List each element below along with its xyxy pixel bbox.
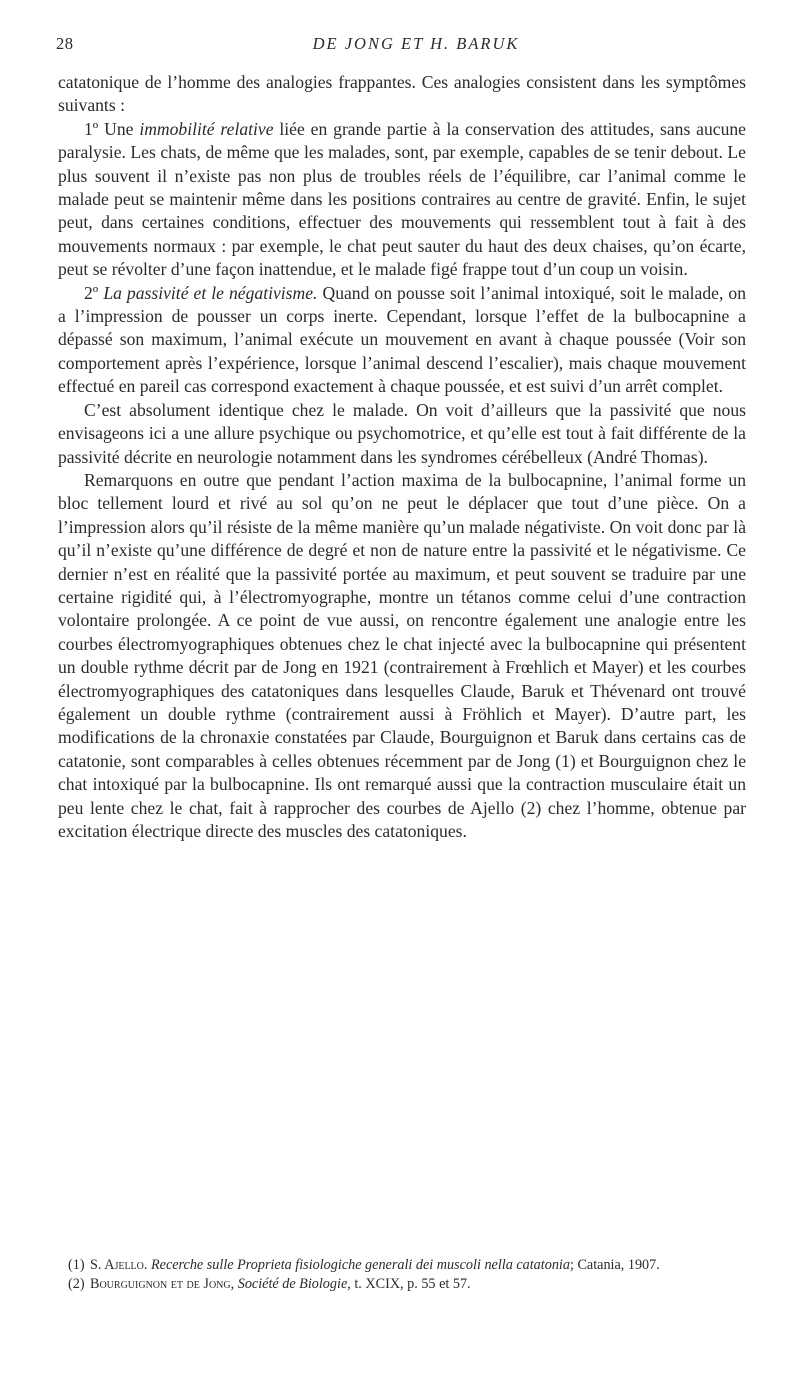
- page-header: [56, 34, 746, 58]
- list-number-2: 2º: [84, 282, 99, 303]
- footnote-author: S. Ajello.: [90, 1257, 148, 1273]
- paragraph-3: [58, 282, 746, 399]
- term-immobilite: immobilité relative: [139, 118, 274, 139]
- footnote-1: [58, 1256, 746, 1275]
- paragraph-2: [58, 118, 746, 282]
- footnote-title: Société de Biologie,: [237, 1276, 351, 1292]
- paragraph-2-text: liée en grande partie à la conservation des attitudes, sans aucune paralysie. Les chats, de même que les malades, sont, par exemple, capables de se tenir debout. Le plus souvent il n’existe pas non plus de troubles réels de l’équilibre, car l’animal comme le malade peut se maintenir même dans les positions contraires au centre de gravité. Enfin, le sujet peut, dans certaines conditions, effectuer des mouvements qui ressemblent tout à fait à des mouvements normaux : par exemple, le chat peut sauter du haut des deux chaises, qu’on écarte, peut se révolter d’une façon inattendue, et le malade figé frappe tout d’un coup un voisin.: [58, 118, 746, 280]
- paragraph-4: C’est absolument identique chez le malade. On voit d’ailleurs que la passivité que nous envisageons ici a une allure psychique ou psychomotrice, et qu’elle est tout à fait différente de la passivité décrite en neurologie notamment dans les syndromes cérébelleux (André Thomas).: [58, 399, 746, 467]
- term-passivite: La passivité et le négativisme.: [103, 282, 318, 303]
- footnote-marker: (2): [68, 1276, 85, 1292]
- paragraph-5: Remarquons en outre que pendant l’action maxima de la bulbocapnine, l’animal forme un bloc tellement lourd et rivé au sol qu’on ne peut le déplacer que tout d’une pièce. On a l’impression alors qu’il résiste de la même manière qu’un malade négativiste. On voit donc par là qu’il n’existe qu’une différence de degré et non de nature entre la passivité et le négativisme. Ce dernier n’est en réalité que la passivité portée au maximum, et peut souvent se traduire par une certaine rigidité qui, à l’électromyographe, montre un tétanos comme celui d’une contraction volontaire prolongée. A ce point de vue aussi, on rencontre également une analogie entre les courbes électromyographiques obtenues chez le chat injecté avec la bulbocapnine qui présentent un double rythme décrit par de Jong en 1921 (contrairement à Frœhlich et Mayer) et les courbes électromyographiques des catatoniques dans lesquelles Claude, Baruk et Thévenard ont trouvé également un double rythme (contrairement aussi à Fröhlich et Mayer). D’autre part, les modifications de la chronaxie constatées par Claude, Bourguignon et Baruk dans certains cas de catatonie, sont comparables à celles obtenues récemment par de Jong (1) et Bourguignon chez le chat intoxiqué par la bulbocapnine. Ils ont remarqué aussi que la contraction musculaire était un peu lente chez le chat, fait à rapprocher des courbes de Ajello (2) chez l’homme, obtenue par excitation électrique directe des muscles des catatoniques.: [58, 469, 746, 841]
- footnote-2: [58, 1275, 746, 1294]
- list-number-1: 1º Une: [84, 118, 134, 139]
- footnote-rest: ; Catania, 1907.: [569, 1257, 660, 1273]
- paragraph-3-text: Quand on pousse soit l’animal intoxiqué, soit le malade, on a l’impression de pousser un corps inerte. Cependant, lorsque l’effet de la bulbocapnine a dépassé son maximum, l’animal exécute un mouvement en avant à chaque poussée (Voir son comportement après l’expérience, lorsque l’animal descend l’escalier), mais chaque mouvement effectué en pareil cas correspond exactement à chaque poussée, et est suivi d’un arrêt complet.: [58, 282, 746, 397]
- footnote-marker: (1): [68, 1257, 85, 1273]
- footnote-title: Recerche sulle Proprieta fisiologiche generali dei muscoli nella catatonia: [150, 1257, 570, 1273]
- paragraph-1: catatonique de l’homme des analogies frappantes. Ces analogies consistent dans les symptômes suivants :: [58, 72, 746, 116]
- footnote-rest: t. XCIX, p. 55 et 57.: [354, 1276, 471, 1292]
- page-number: 28: [56, 34, 74, 53]
- body-text: [58, 71, 746, 843]
- running-title: DE JONG ET H. BARUK: [312, 34, 520, 53]
- footnote-author: Bourguignon et de Jong,: [90, 1276, 235, 1292]
- footnotes: [58, 1256, 746, 1294]
